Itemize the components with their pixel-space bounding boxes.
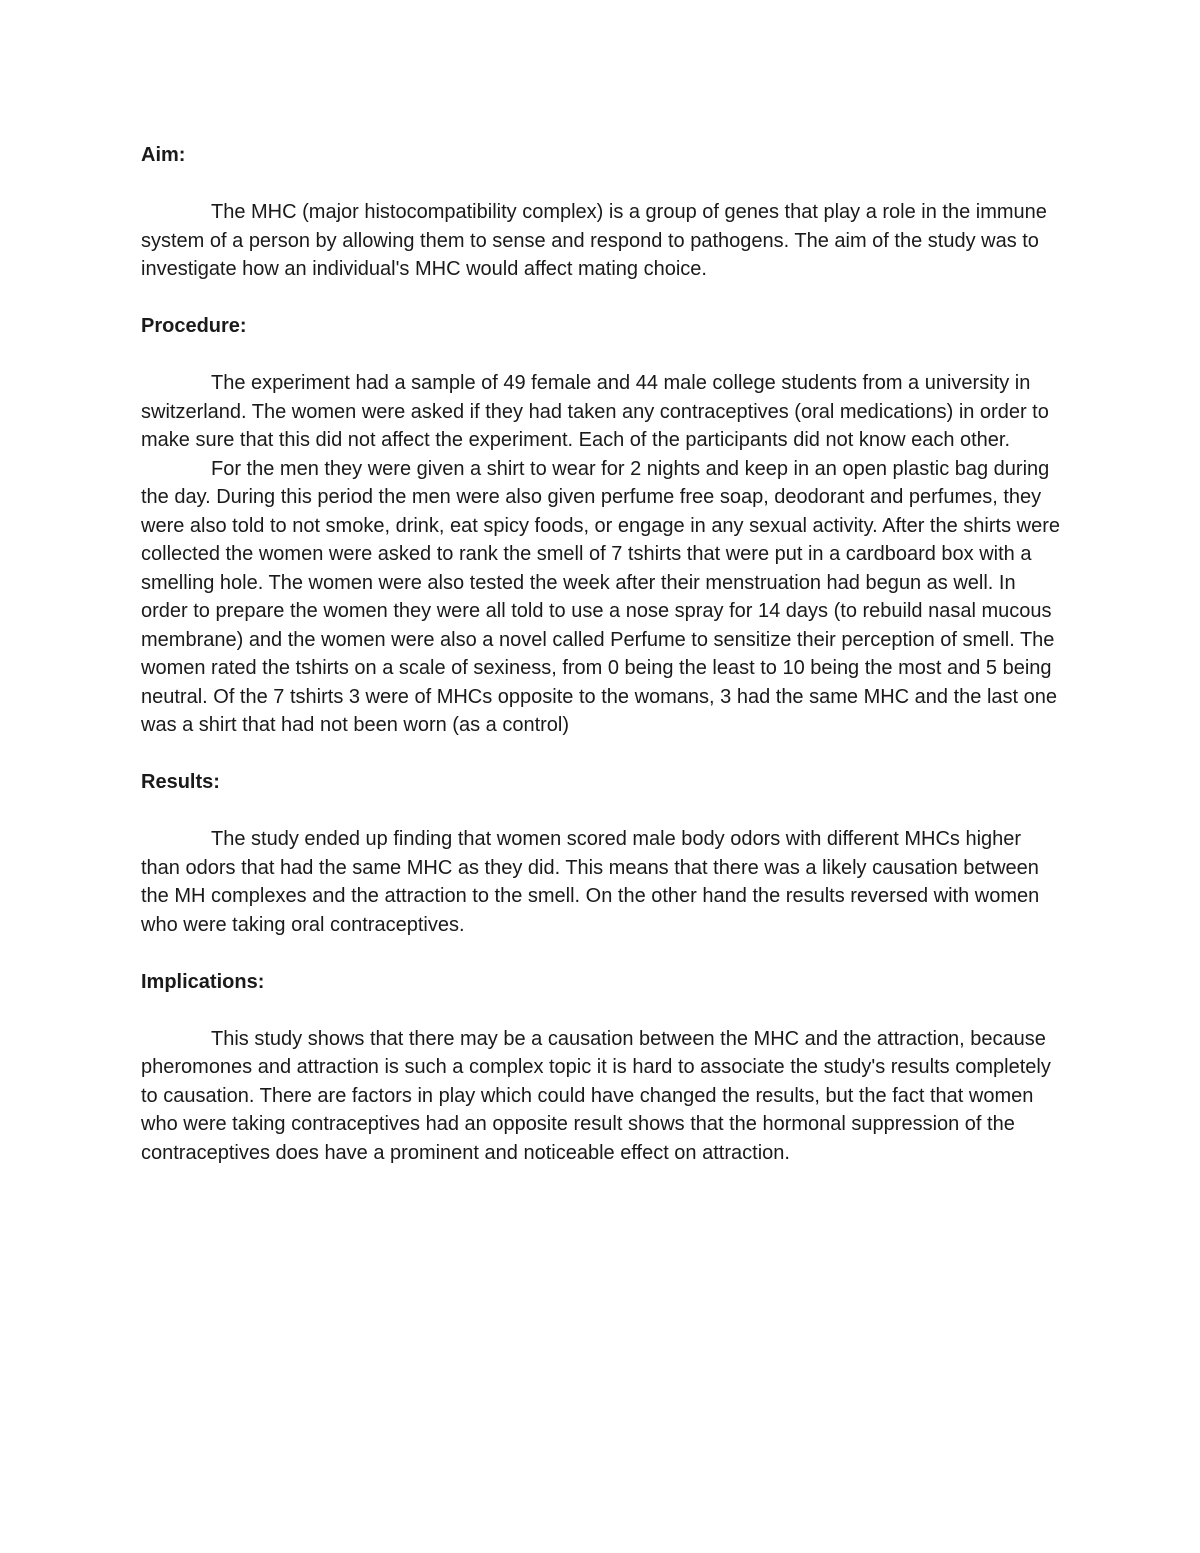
blank-line <box>141 341 1061 370</box>
blank-line <box>141 996 1061 1025</box>
blank-line <box>141 939 1061 968</box>
blank-line <box>141 797 1061 826</box>
blank-line <box>141 740 1061 769</box>
document-body <box>141 141 1061 1167</box>
section-heading-implications: Implications: <box>141 970 265 993</box>
blank-line <box>141 284 1061 313</box>
aim-paragraph: The MHC (major histocompatibility complex) is a group of genes that play a role in the immune system of a person by allowing them to sense and respond to pathogens. The aim of the study was to investigate how an individual's MHC would affect mating choice. <box>141 201 1047 280</box>
procedure-paragraph-2: For the men they were given a shirt to wear for 2 nights and keep in an open plastic bag during the day. During this period the men were also given perfume free soap, deodorant and perfumes, they were also told to not smoke, drink, eat spicy foods, or engage in any sexual activity. After the shirts were collected the women were asked to rank the smell of 7 tshirts that were put in a cardboard box with a smelling hole. The women were also tested the week after their menstruation had begun as well. In order to prepare the women they were all told to use a nose spray for 14 days (to rebuild nasal mucous membrane) and the women were also a novel called Perfume to sensitize their perception of smell. The women rated the tshirts on a scale of sexiness, from 0 being the least to 10 being the most and 5 being neutral. Of the 7 tshirts 3 were of MHCs opposite to the womans, 3 had the same MHC and the last one was a shirt that had not been worn (as a control) <box>141 457 1060 736</box>
section-heading-aim: Aim: <box>141 144 186 166</box>
section-heading-procedure: Procedure: <box>141 315 247 337</box>
blank-line <box>141 170 1061 199</box>
section-heading-results: Results: <box>141 771 220 793</box>
results-paragraph: The study ended up finding that women scored male body odors with different MHCs higher than odors that had the same MHC as they did. This means that there was a likely causation between the MH complexes and the attraction to the smell. On the other hand the results reversed with women who were taking oral contraceptives. <box>141 828 1040 936</box>
implications-paragraph: This study shows that there may be a causation between the MHC and the attraction, because pheromones and attraction is such a complex topic it is hard to associate the study's results completely to causation. There are factors in play which could have changed the results, but the fact that women who were taking contraceptives had an opposite result shows that the hormonal suppression of the contraceptives does have a prominent and noticeable effect on attraction. <box>141 1027 1051 1164</box>
procedure-paragraph-1: The experiment had a sample of 49 female and 44 male college students from a university in switzerland. The women were asked if they had taken any contraceptives (oral medications) in order to make sure that this did not affect the experiment. Each of the participants did not know each other. <box>141 372 1049 451</box>
